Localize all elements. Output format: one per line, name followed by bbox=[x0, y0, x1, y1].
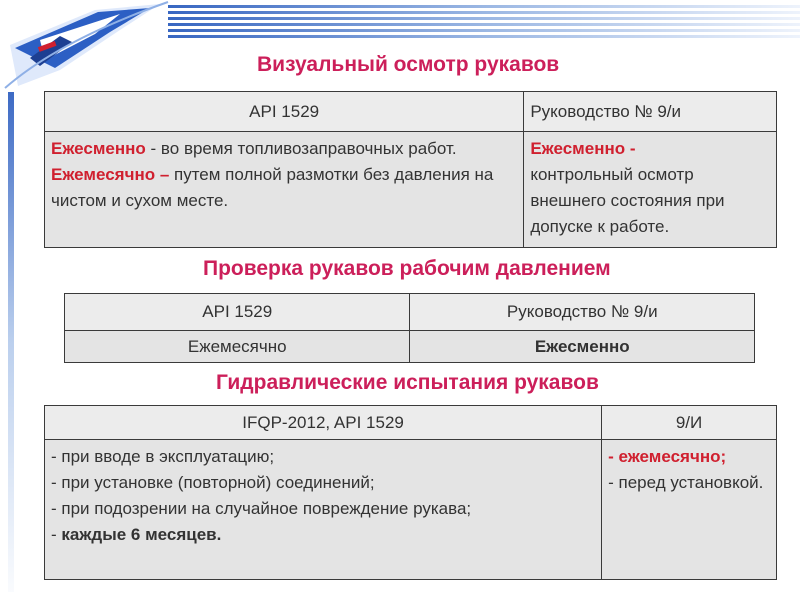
table-cell bbox=[45, 440, 602, 580]
section-heading: Проверка рукавов рабочим давлением bbox=[203, 257, 611, 280]
left-decorative-bar bbox=[8, 92, 14, 592]
table-header-row bbox=[65, 294, 755, 331]
frequency-label: Ежесменно bbox=[51, 139, 146, 158]
table-header-row bbox=[45, 406, 777, 440]
description-text: - перед установкой. bbox=[608, 473, 764, 492]
table-row bbox=[65, 331, 755, 363]
visual-inspection-table bbox=[44, 91, 777, 248]
list-item: - при подозрении на случайное повреждение рукава; bbox=[51, 499, 472, 518]
table-header-cell: API 1529 bbox=[45, 92, 524, 132]
table-header-cell: 9/И bbox=[602, 406, 777, 440]
table-cell: Ежесменно bbox=[410, 331, 755, 363]
airplane-logo-icon bbox=[0, 0, 170, 90]
list-item-prefix: - bbox=[51, 525, 62, 544]
table-cell bbox=[524, 132, 777, 248]
table-header-cell: IFQP-2012, API 1529 bbox=[45, 406, 602, 440]
list-item bbox=[51, 522, 595, 548]
table-header-row bbox=[45, 92, 777, 132]
table-row bbox=[45, 132, 777, 248]
table-cell: Ежемесячно bbox=[65, 331, 410, 363]
frequency-label: Ежемесячно – bbox=[51, 165, 170, 184]
table-cell bbox=[45, 132, 524, 248]
description-text: - во время топливозаправочных работ. bbox=[145, 139, 457, 158]
frequency-label: - ежемесячно; bbox=[608, 447, 727, 466]
frequency-label: Ежесменно - bbox=[530, 139, 636, 158]
table-cell bbox=[602, 440, 777, 580]
hydraulic-test-table bbox=[44, 405, 777, 580]
description-text: путем полной размотки без давления на чистом и сухом месте. bbox=[51, 165, 494, 210]
table-row bbox=[45, 440, 777, 580]
description-text: контрольный осмотр внешнего состояния при допуске к работе. bbox=[530, 165, 725, 236]
list-item: - при установке (повторной) соединений; bbox=[51, 473, 375, 492]
pressure-check-table bbox=[64, 293, 755, 363]
table-header-cell: Руководство № 9/и bbox=[410, 294, 755, 331]
header-stripes bbox=[168, 5, 800, 39]
table-header-cell: Руководство № 9/и bbox=[524, 92, 777, 132]
section-heading: Гидравлические испытания рукавов bbox=[216, 371, 599, 394]
page-title: Визуальный осмотр рукавов bbox=[257, 53, 560, 76]
table-header-cell: API 1529 bbox=[65, 294, 410, 331]
list-item: - при вводе в эксплуатацию; bbox=[51, 447, 275, 466]
list-item-bold: каждые 6 месяцев. bbox=[61, 525, 222, 544]
